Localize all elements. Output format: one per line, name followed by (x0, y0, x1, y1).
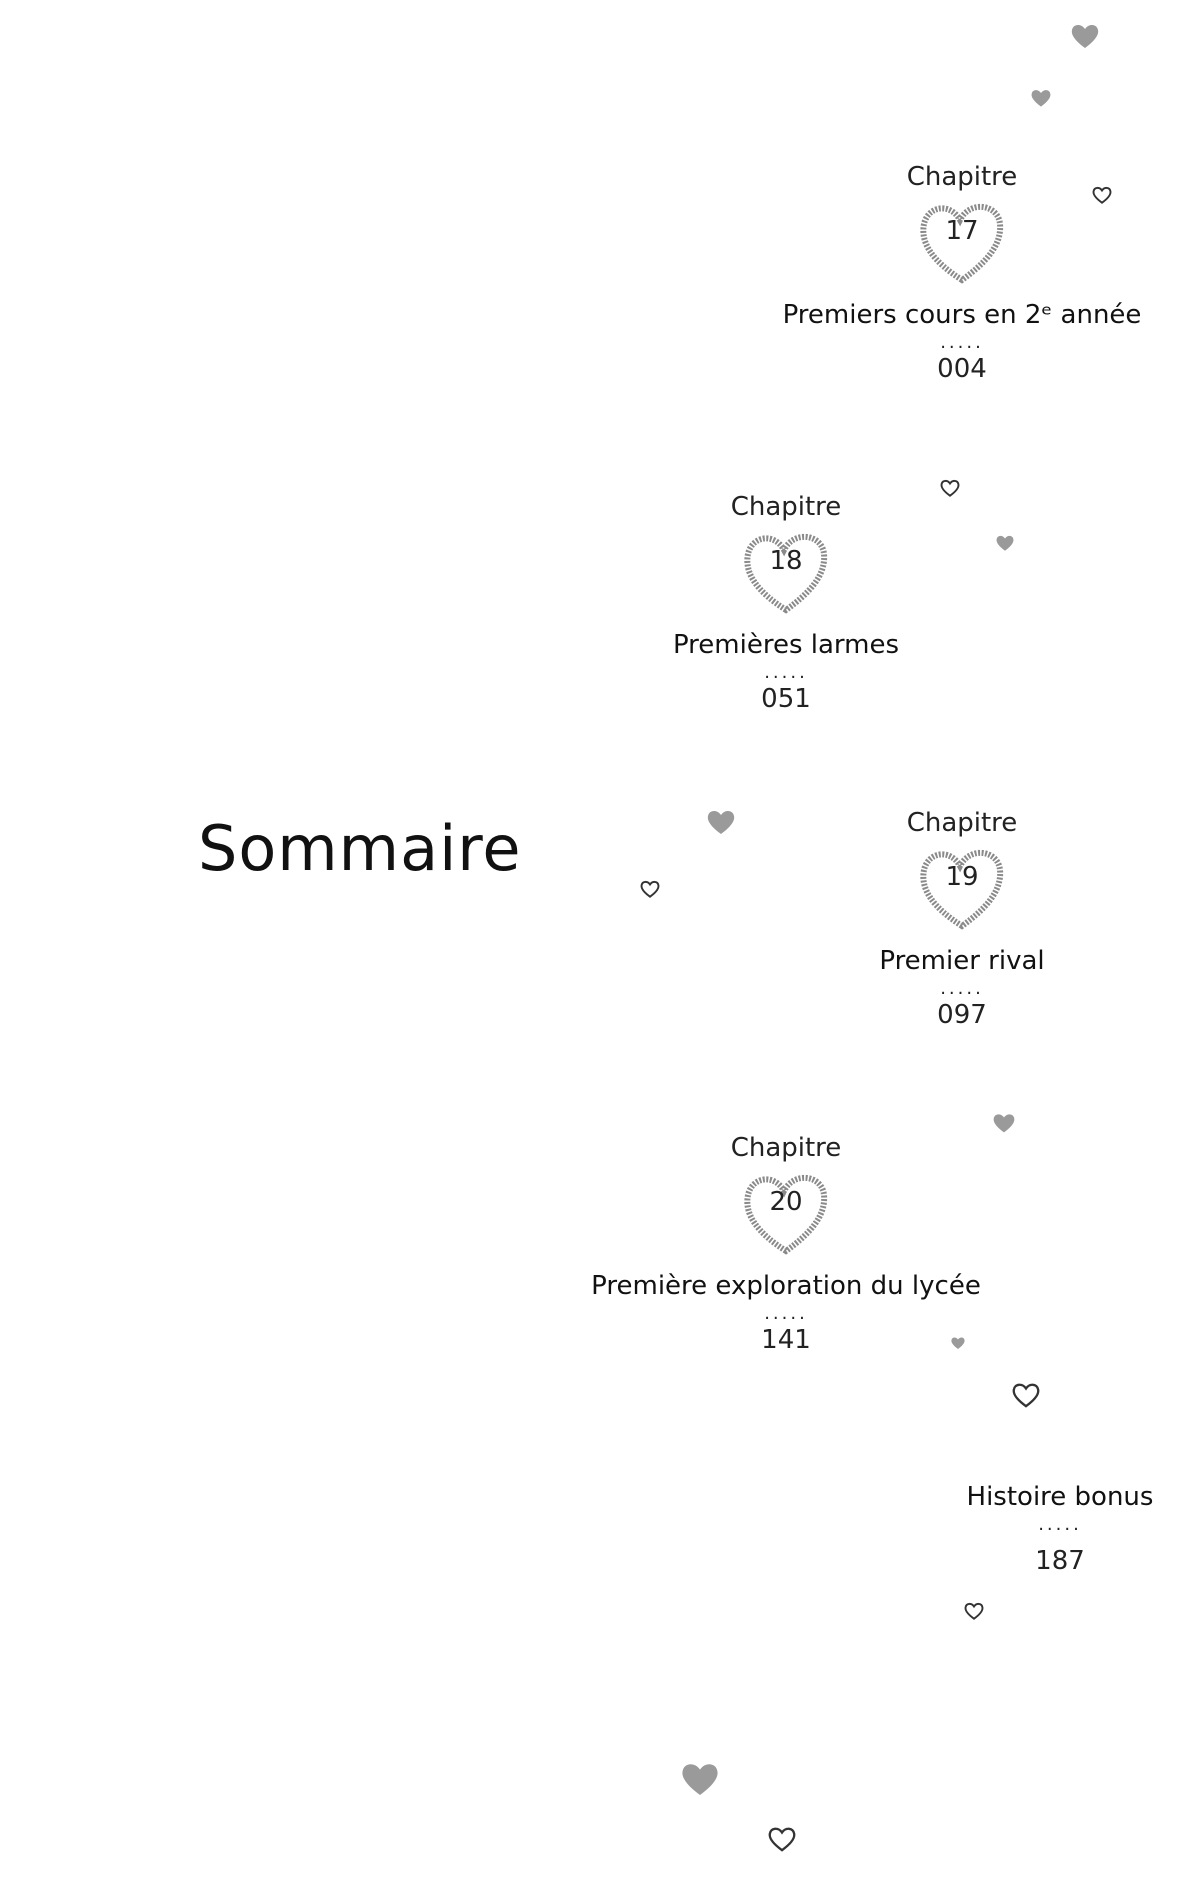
page-number: 141 (761, 1325, 811, 1355)
heart-small-outline-icon (1092, 186, 1112, 204)
chapter-number: 17 (945, 216, 979, 246)
heart-small-outline-icon (940, 479, 960, 497)
chapter-title: Premier rival (879, 946, 1045, 976)
chapter-18-entry[interactable] (566, 492, 1006, 714)
chapter-label: Chapitre (906, 808, 1018, 838)
page-number: 004 (937, 354, 987, 384)
leader-dots: ..... (940, 978, 984, 999)
page-number: 051 (761, 684, 811, 714)
leader-dots: ..... (764, 662, 808, 683)
heart-filled-icon (995, 534, 1015, 552)
heart-filled-icon (1030, 88, 1052, 108)
bonus-title: Histoire bonus (966, 1482, 1154, 1512)
heart-filled-icon (950, 1336, 966, 1350)
chapter-label: Chapitre (730, 1133, 842, 1163)
heart-filled-icon (992, 1112, 1016, 1134)
chapter-title: Premières larmes (672, 630, 900, 660)
page-number: 187 (1035, 1546, 1085, 1576)
chapter-20-entry[interactable] (566, 1133, 1006, 1355)
chapter-heart (914, 844, 1010, 934)
chapter-heart (738, 528, 834, 618)
chapter-number: 20 (769, 1187, 803, 1217)
bonus-story-entry[interactable] (930, 1482, 1190, 1576)
chapter-label: Chapitre (906, 162, 1018, 192)
heart-filled-icon (680, 1760, 720, 1798)
heart-small-outline-icon (1012, 1382, 1040, 1408)
leader-dots: ..... (940, 332, 984, 353)
heart-filled-icon (706, 808, 736, 836)
heart-filled-icon (1070, 22, 1100, 50)
chapter-19-entry[interactable] (742, 808, 1182, 1030)
heart-small-outline-icon (964, 1602, 984, 1620)
chapter-heart (914, 198, 1010, 288)
heart-small-outline-icon (768, 1826, 796, 1852)
chapter-17-entry[interactable] (742, 162, 1182, 384)
chapter-number: 19 (945, 862, 979, 892)
leader-dots: ..... (1038, 1514, 1082, 1535)
chapter-number: 18 (769, 546, 803, 576)
page-title: Sommaire (198, 812, 522, 885)
chapter-heart (738, 1169, 834, 1259)
heart-small-outline-icon (640, 880, 660, 898)
page-number: 097 (937, 1000, 987, 1030)
leader-dots: ..... (764, 1303, 808, 1324)
chapter-title: Première exploration du lycée (591, 1271, 981, 1301)
chapter-title: Premiers cours en 2ᵉ année (782, 300, 1142, 330)
chapter-label: Chapitre (730, 492, 842, 522)
